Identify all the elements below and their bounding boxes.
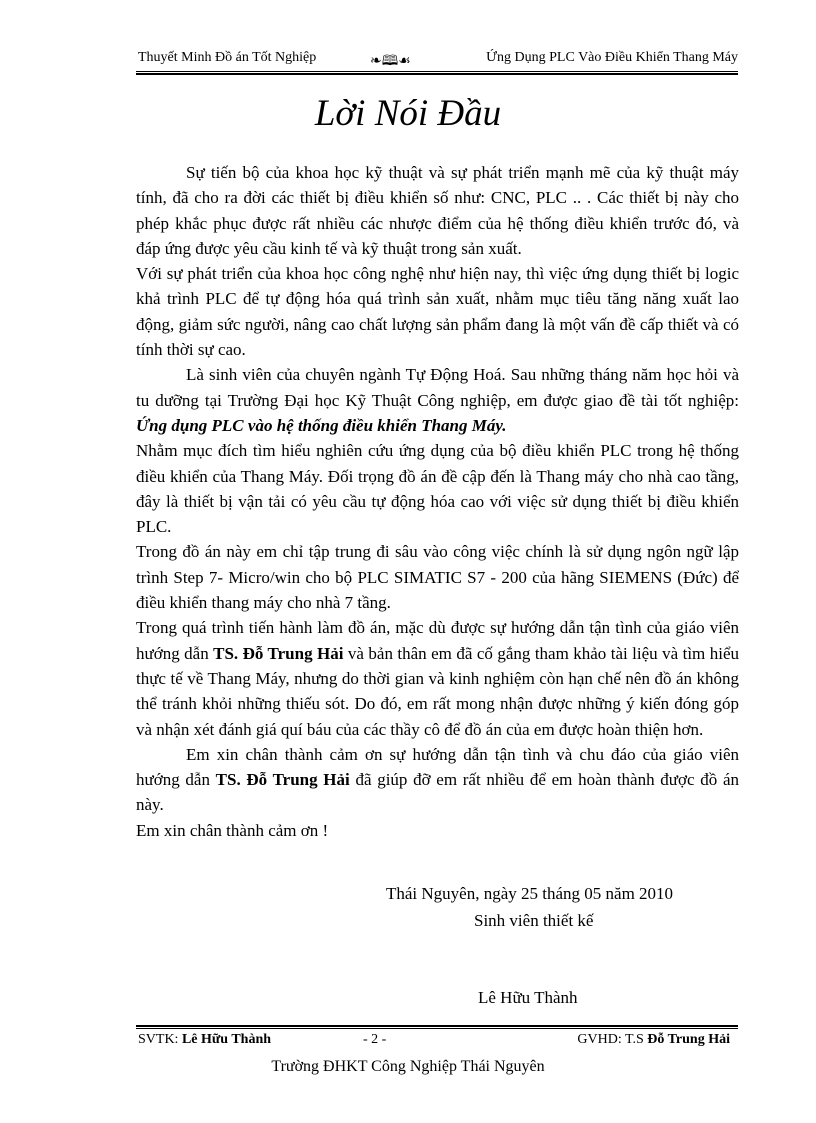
thesis-topic: Ứng dụng PLC vào hệ thống điều khiển Thang Máy. bbox=[136, 415, 507, 435]
page-number: - 2 - bbox=[363, 1032, 387, 1047]
paragraph-6-text-a: Trong quá trình tiến hành làm đồ án, mặc dù được sự hướng dẫn tận tình của giáo viên hướng dẫn bbox=[136, 618, 739, 663]
page-title: Lời Nói Đầu bbox=[314, 93, 502, 134]
header-divider bbox=[136, 71, 738, 75]
paragraph-7 bbox=[136, 742, 739, 818]
signature-name: Lê Hữu Thành bbox=[478, 988, 578, 1007]
footer-student-name: Lê Hữu Thành bbox=[181, 1032, 272, 1047]
footer-student bbox=[138, 1032, 271, 1048]
header-ornament-icon: ❧🕮☙ bbox=[370, 54, 411, 69]
page-header bbox=[138, 50, 738, 70]
footer-advisor-name: Đỗ Trung Hải bbox=[647, 1032, 730, 1047]
footer-divider bbox=[136, 1025, 738, 1029]
signature-role: Sinh viên thiết kế bbox=[474, 911, 594, 930]
page-footer bbox=[138, 1032, 730, 1052]
paragraph-3-text: Là sinh viên của chuyên ngành Tự Động Hoá. Sau những tháng năm học hỏi và tu dưỡng tại Trường Đại học Kỹ Thuật Công nghiệp, em được giao đề tài tốt nghiệp: bbox=[136, 365, 739, 410]
paragraph-1: Sự tiến bộ của khoa học kỹ thuật và sự phát triển mạnh mẽ của kỹ thuật máy tính, đã cho ra đời các thiết bị điều khiển số như: CNC, PLC .. . Các thiết bị này cho phép khắc phục được rất nhiều các nhược điểm của hệ thống điều khiển trước đó, và đáp ứng được yêu cầu kinh tế và kỹ thuật trong sản xuất. bbox=[136, 163, 739, 258]
paragraph-4: Nhằm mục đích tìm hiểu nghiên cứu ứng dụng của bộ điều khiển PLC trong hệ thống điều khiển của Thang Máy. Đối trọng đồ án đề cập đến là Thang máy cho nhà cao tầng, đây là thiết bị vận tải có yêu cầu tự động hóa cao với việc sử dụng thiết bị điều khiển PLC. bbox=[136, 441, 739, 537]
paragraph-7-text-a: Em xin chân thành cảm ơn sự hướng dẫn tận tình và chu đáo của giáo viên hướng dẫn bbox=[136, 744, 739, 790]
advisor-name: TS. Đỗ Trung Hải bbox=[213, 643, 344, 663]
paragraph-2: Với sự phát triển của khoa học công nghệ như hiện nay, thì việc ứng dụng thiết bị logic khả trình PLC để tự động hóa quá trình sản xuất, nhằm mục tiêu tăng năng xuất lao động, giảm sức người, nâng cao chất lượng sản phẩm đang là một vấn đề cấp thiết và có tính thời sự cao. bbox=[136, 264, 739, 360]
paragraph-3 bbox=[136, 362, 739, 438]
paragraph-8: Em xin chân thành cảm ơn ! bbox=[136, 820, 329, 840]
advisor-name-2: TS. Đỗ Trung Hải bbox=[215, 770, 350, 790]
header-left-text: Thuyết Minh Đồ án Tốt Nghiệp bbox=[138, 50, 317, 65]
paragraph-5: Trong đồ án này em chỉ tập trung đi sâu vào công việc chính là sử dụng ngôn ngữ lập trình Step 7- Micro/win cho bộ PLC SIMATIC S7 - 200 của hãng SIEMENS (Đức) để điều khiển thang máy cho nhà 7 tầng. bbox=[136, 542, 739, 613]
paragraph-7-text-c: đã giúp đỡ em rất nhiều để em hoàn thành được đồ án này. bbox=[136, 770, 739, 815]
header-right-text: Ứng Dụng PLC Vào Điều Khiển Thang Máy bbox=[486, 50, 738, 65]
footer-student-label: SVTK: bbox=[138, 1032, 182, 1047]
body-text bbox=[136, 160, 739, 843]
footer-advisor-label: GVHD: T.S bbox=[577, 1032, 648, 1047]
school-name: Trường ĐHKT Công Nghiệp Thái Nguyên bbox=[271, 1058, 545, 1075]
footer-advisor bbox=[577, 1032, 730, 1048]
paragraph-6-text-c: và bản thân em đã cố gắng tham khảo tài liệu và tìm hiểu thực tế về Thang Máy, nhưng do thời gian và kinh nghiệm còn hạn chế nên đồ án không thể tránh khỏi những thiếu sót. Do đó, em rất mong nhận được những ý kiến đóng góp và nhận xét đánh giá quí báu của các thầy cô để đồ án của em được hoàn thiện hơn. bbox=[136, 643, 739, 739]
signature-place-date: Thái Nguyên, ngày 25 tháng 05 năm 2010 bbox=[386, 884, 674, 903]
paragraph-6 bbox=[136, 615, 739, 741]
